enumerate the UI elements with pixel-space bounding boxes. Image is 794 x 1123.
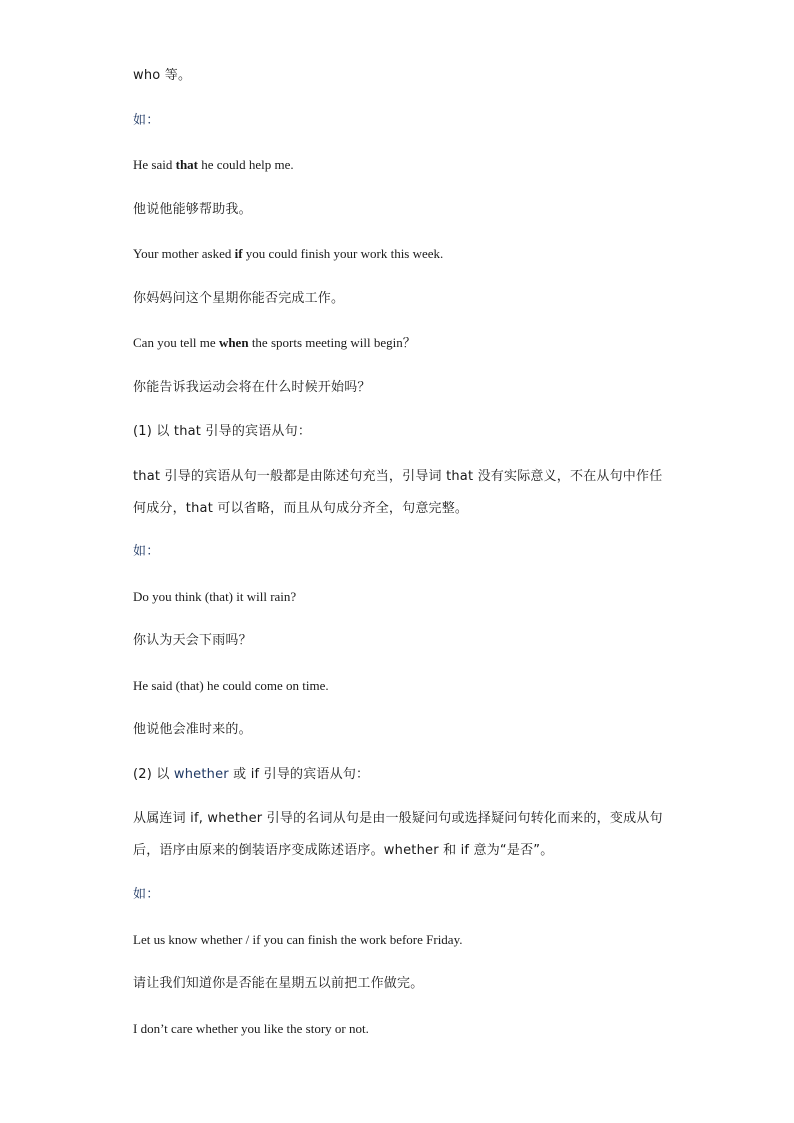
explanation-paragraph: 从属连词 if, whether 引导的名词从句是由一般疑问句或选择疑问句转化而来的，变成从句后，语序由原来的倒装语序变成陈述语序。whether 和 if 意为“是否”。 bbox=[133, 811, 663, 858]
section-heading: (2) 以 whether 或 if 引导的宾语从句： bbox=[133, 767, 370, 782]
example-sentence: Do you think (that) it will rain? bbox=[133, 589, 297, 604]
example-marker: 如： bbox=[133, 887, 160, 902]
example-marker: 如： bbox=[133, 113, 160, 128]
section-heading: (1) 以 that 引导的宾语从句： bbox=[133, 424, 312, 439]
example-sentence: He said that he could help me. bbox=[133, 157, 294, 172]
explanation-paragraph: that 引导的宾语从句一般都是由陈述句充当，引导词 that 没有实际意义，不在从句中作任何成分，that 可以省略，而且从句成分齐全，句意完整。 bbox=[133, 469, 663, 516]
example-sentence: Can you tell me when the sports meeting will begin？ bbox=[133, 335, 416, 350]
translation: 你妈妈问这个星期你能否完成工作。 bbox=[133, 291, 345, 306]
translation: 他说他会准时来的。 bbox=[133, 722, 252, 737]
keyword: that bbox=[175, 157, 198, 172]
example-sentence: He said (that) he could come on time. bbox=[133, 678, 329, 693]
continuation-text: who 等。 bbox=[133, 68, 192, 83]
example-sentence: I don’t care whether you like the story or not. bbox=[133, 1021, 369, 1036]
text-line bbox=[133, 66, 674, 86]
example-marker: 如： bbox=[133, 544, 160, 559]
example-sentence: Your mother asked if you could finish your work this week. bbox=[133, 246, 444, 261]
keyword: when bbox=[218, 335, 249, 350]
translation: 他说他能够帮助我。 bbox=[133, 202, 252, 217]
example-sentence: Let us know whether / if you can finish the work before Friday. bbox=[133, 932, 463, 947]
keyword: if bbox=[234, 246, 243, 261]
translation: 你能告诉我运动会将在什么时候开始吗？ bbox=[133, 380, 371, 395]
translation: 你认为天会下雨吗？ bbox=[133, 633, 252, 648]
translation: 请让我们知道你是否能在星期五以前把工作做完。 bbox=[133, 976, 424, 991]
